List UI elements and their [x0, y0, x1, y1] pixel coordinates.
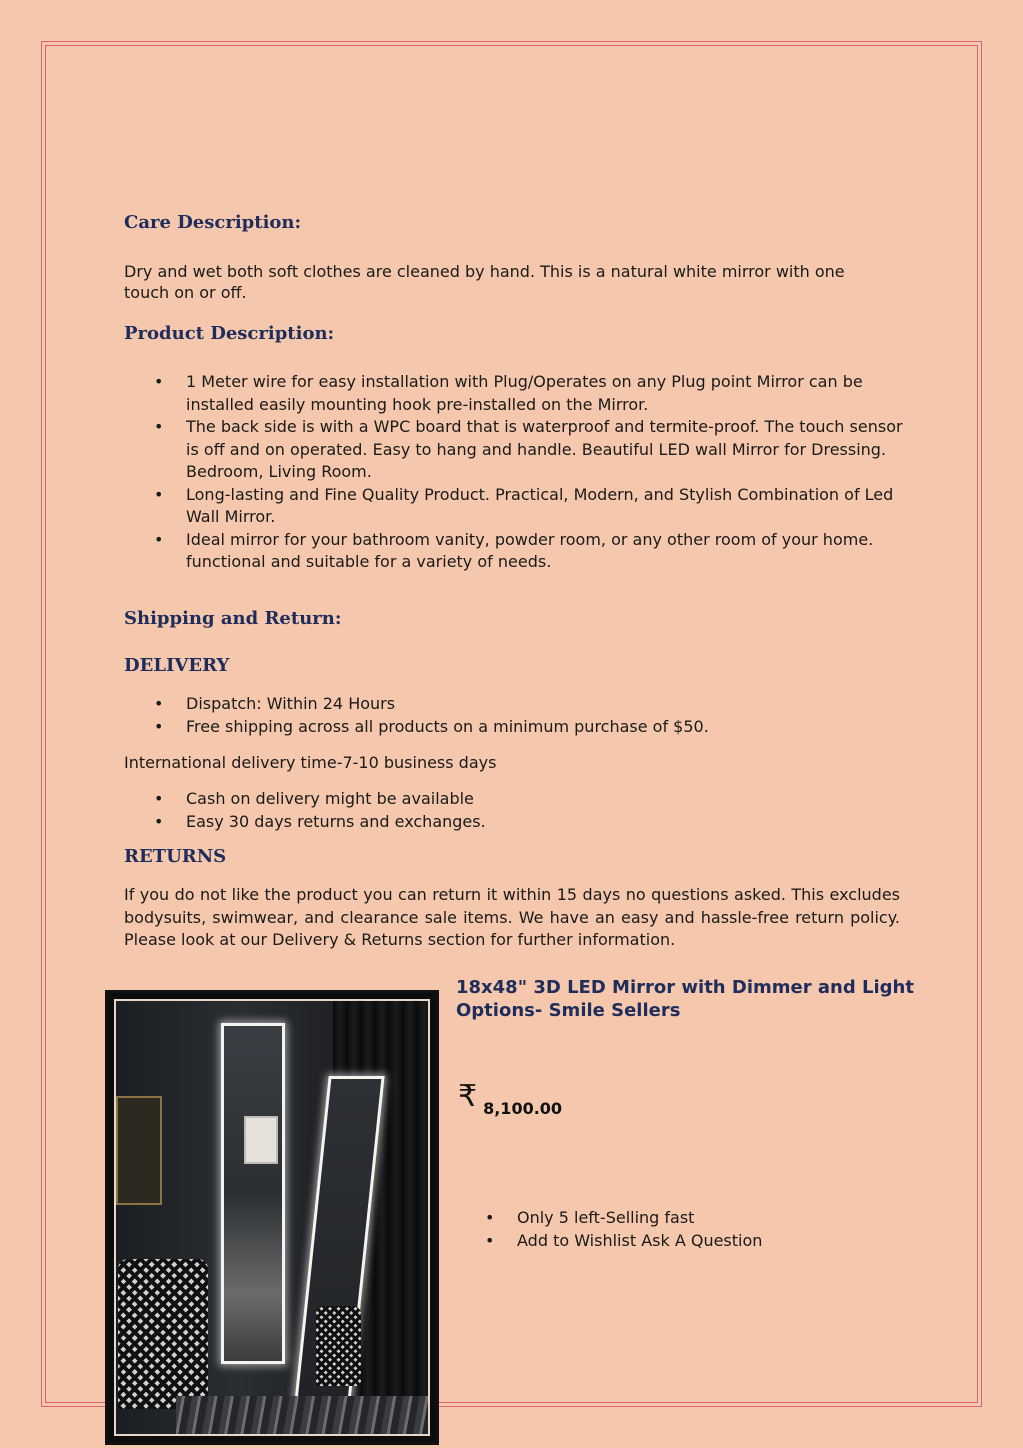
list-item: • Ideal mirror for your bathroom vanity, powder room, or any other room of your home. functional and suitable for a variety of needs. — [124, 529, 904, 574]
stock-status: • Only 5 left-Selling fast — [455, 1207, 925, 1230]
wall-art — [116, 1096, 162, 1205]
care-heading: Care Description: — [124, 212, 302, 233]
returns-text: If you do not like the product you can return it within 15 days no questions asked. This excludes bodysuits, swimwear, and clearance sale items. We have an easy and hassle-free return policy. Please look at our Delivery & Returns section for further information. — [124, 885, 900, 949]
houndstooth-chair-reflection — [316, 1306, 361, 1386]
delivery-bullet-list — [124, 693, 904, 738]
cod-bullet-list — [124, 788, 904, 833]
list-item: • Dispatch: Within 24 Hours — [124, 693, 904, 716]
delivery-heading: DELIVERY — [124, 655, 230, 676]
price-row — [458, 1079, 563, 1118]
international-delivery-text: International delivery time-7-10 business days — [124, 753, 497, 772]
listing-bullet-list — [455, 1207, 925, 1252]
product-price: 8,100.00 — [483, 1099, 563, 1118]
product-image — [105, 990, 439, 1445]
wall-mirror — [221, 1023, 285, 1364]
houndstooth-chair — [118, 1259, 208, 1409]
list-item: • Free shipping across all products on a minimum purchase of $50. — [124, 716, 904, 739]
shipping-heading: Shipping and Return: — [124, 608, 342, 629]
list-item: • Easy 30 days returns and exchanges. — [124, 811, 904, 834]
led-mirror-photo-icon — [114, 999, 430, 1436]
picture-frame — [244, 1116, 278, 1164]
product-bullet-list — [124, 371, 904, 574]
list-item: • 1 Meter wire for easy installation with Plug/Operates on any Plug point Mirror can be installed easily mounting hook pre-installed on the Mirror. — [124, 371, 904, 416]
rug — [176, 1396, 430, 1434]
list-item: • Cash on delivery might be available — [124, 788, 904, 811]
returns-heading: RETURNS — [124, 846, 227, 867]
list-item: • The back side is with a WPC board that is waterproof and termite-proof. The touch sensor is off and on operated. Easy to hang and handle. Beautiful LED wall Mirror for Dressing. Bedroom, Living Room. — [124, 416, 904, 484]
product-title: 18x48" 3D LED Mirror with Dimmer and Light Options- Smile Sellers — [456, 977, 914, 1021]
product-heading: Product Description: — [124, 323, 335, 344]
wishlist-question-link[interactable]: • Add to Wishlist Ask A Question — [455, 1230, 925, 1253]
care-text: Dry and wet both soft clothes are cleaned by hand. This is a natural white mirror with one touch on or off. — [124, 262, 845, 302]
rupee-icon: ₹ — [458, 1079, 478, 1114]
list-item: • Long-lasting and Fine Quality Product. Practical, Modern, and Stylish Combination of Led Wall Mirror. — [124, 484, 904, 529]
